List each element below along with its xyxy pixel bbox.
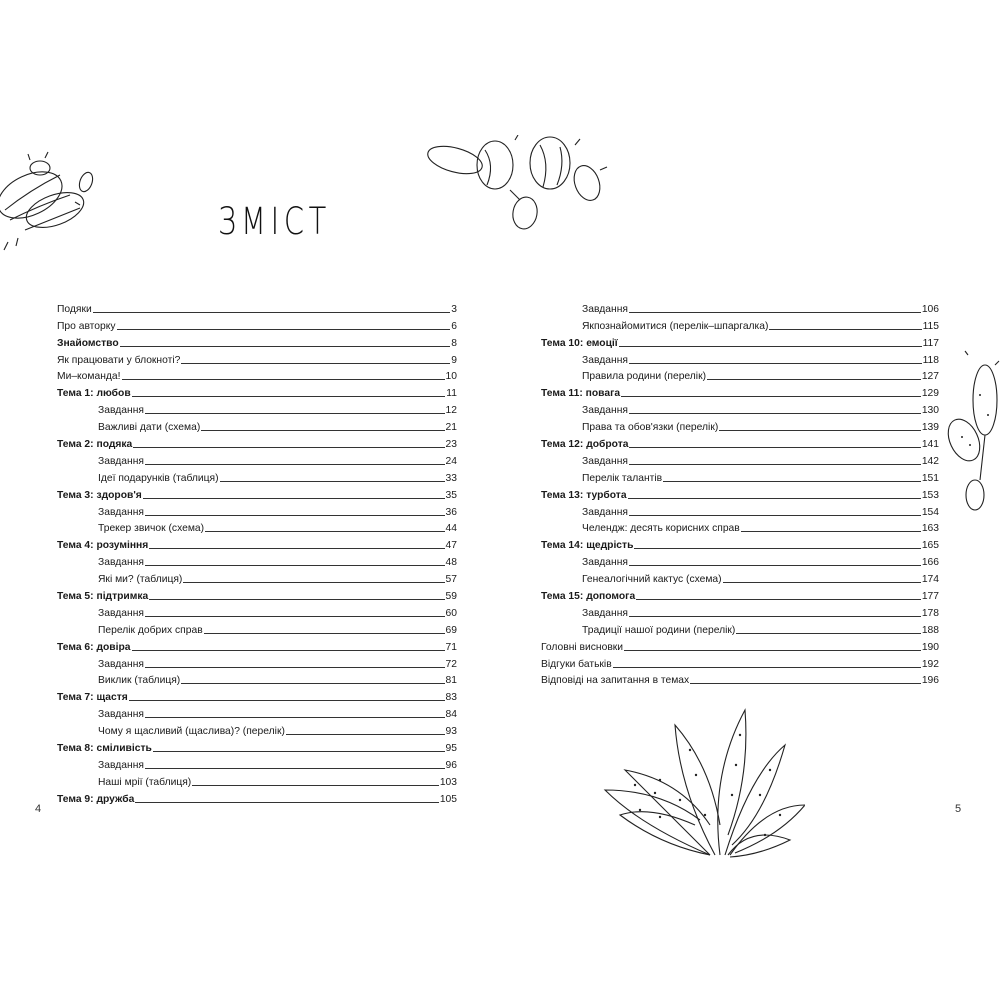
toc-entry — [57, 721, 457, 738]
succulent-icon — [600, 705, 805, 860]
toc-entry — [57, 620, 457, 637]
toc-entry-page: 154 — [921, 506, 939, 518]
toc-entry — [57, 738, 457, 755]
toc-leader-line — [629, 412, 921, 414]
toc-entry-page: 95 — [445, 743, 457, 755]
toc-leader-line — [690, 682, 921, 684]
toc-entry-label: Завдання — [582, 506, 628, 518]
toc-entry-page: 33 — [445, 472, 457, 484]
toc-entry-page: 142 — [921, 455, 939, 467]
toc-leader-line — [634, 547, 920, 549]
toc-entry-page: 163 — [921, 523, 939, 535]
toc-entry-page: 35 — [445, 489, 457, 501]
toc-entry — [57, 502, 457, 519]
toc-leader-line — [769, 328, 921, 330]
toc-leader-line — [629, 311, 921, 313]
toc-leader-line — [132, 395, 446, 397]
toc-leader-line — [93, 311, 451, 313]
toc-entry — [541, 620, 939, 637]
toc-entry — [57, 535, 457, 552]
toc-entry-label: Знайомство — [57, 337, 119, 349]
toc-entry-label: Тема 2: подяка — [57, 439, 133, 451]
toc-entry-page: 165 — [921, 540, 939, 552]
toc-entry-label: Тема 15: допомога — [541, 591, 636, 603]
toc-entry-label: Завдання — [582, 607, 628, 619]
toc-entry-label: Ми–команда! — [57, 371, 121, 383]
toc-entry — [541, 333, 939, 350]
toc-entry-page: 57 — [445, 574, 457, 586]
toc-entry-label: Відповіді на запитання в темах — [541, 675, 690, 687]
toc-entry-page: 36 — [445, 506, 457, 518]
toc-entry — [57, 519, 457, 536]
toc-leader-line — [736, 632, 921, 634]
toc-entry — [57, 586, 457, 603]
toc-entry-label: Виклик (таблиця) — [98, 675, 181, 687]
toc-leader-line — [129, 699, 445, 701]
toc-entry — [57, 485, 457, 502]
toc-leader-line — [220, 480, 445, 482]
toc-entry — [57, 299, 457, 316]
toc-entry-page: 44 — [445, 523, 457, 535]
toc-entry — [541, 367, 939, 384]
toc-entry-label: Тема 5: підтримка — [57, 591, 149, 603]
toc-entry-page: 24 — [445, 455, 457, 467]
toc-entry-label: Тема 1: любов — [57, 388, 131, 400]
toc-entry — [541, 316, 939, 333]
toc-entry-label: Генеалогічний кактус (схема) — [582, 574, 722, 586]
toc-leader-line — [149, 598, 444, 600]
toc-entry-page: 69 — [445, 624, 457, 636]
toc-entry-label: Тема 9: дружба — [57, 793, 135, 805]
toc-leader-line — [145, 564, 445, 566]
toc-entry-label: Тема 7: щастя — [57, 692, 128, 704]
toc-entry — [541, 552, 939, 569]
toc-entry — [57, 671, 457, 688]
page-number-left: 4 — [35, 803, 42, 815]
toc-entry — [57, 637, 457, 654]
toc-leader-line — [133, 446, 444, 448]
toc-entry — [57, 451, 457, 468]
toc-leader-line — [204, 632, 445, 634]
toc-entry-page: 9 — [451, 354, 457, 366]
toc-entry-label: Тема 14: щедрість — [541, 540, 634, 552]
toc-right-column — [541, 299, 939, 687]
toc-entry-label: Тема 4: розуміння — [57, 540, 149, 552]
toc-entry-label: Важливі дати (схема) — [98, 422, 201, 434]
toc-entry-label: Тема 10: емоції — [541, 337, 618, 349]
toc-leader-line — [624, 649, 921, 651]
toc-entry — [57, 468, 457, 485]
toc-leader-line — [149, 547, 444, 549]
toc-leader-line — [132, 649, 445, 651]
toc-leader-line — [143, 497, 445, 499]
toc-entry — [541, 468, 939, 485]
toc-leader-line — [663, 480, 921, 482]
toc-entry-page: 47 — [445, 540, 457, 552]
toc-entry-label: Правила родини (перелік) — [582, 371, 707, 383]
toc-entry — [541, 637, 939, 654]
toc-entry-label: Тема 6: довіра — [57, 641, 131, 653]
toc-leader-line — [629, 362, 922, 364]
toc-entry-page: 72 — [445, 658, 457, 670]
toc-entry-page: 139 — [921, 422, 939, 434]
toc-entry-label: Подяки — [57, 303, 92, 315]
toc-entry-page: 84 — [445, 709, 457, 721]
toc-leader-line — [205, 530, 444, 532]
toc-entry-label: Перелік талантів — [582, 472, 663, 484]
toc-entry — [541, 485, 939, 502]
toc-leader-line — [629, 446, 920, 448]
toc-left-column — [57, 299, 457, 806]
toc-entry-page: 3 — [451, 303, 457, 315]
toc-entry-page: 6 — [451, 320, 457, 332]
toc-leader-line — [117, 328, 451, 330]
toc-leader-line — [723, 581, 921, 583]
toc-entry — [57, 383, 457, 400]
toc-entry-label: Завдання — [98, 455, 144, 467]
toc-entry-page: 48 — [445, 557, 457, 569]
toc-entry-label: Завдання — [98, 405, 144, 417]
toc-leader-line — [135, 801, 438, 803]
toc-entry-label: Завдання — [98, 506, 144, 518]
toc-entry-page: 59 — [445, 591, 457, 603]
toc-entry-label: Завдання — [582, 303, 628, 315]
toc-leader-line — [629, 564, 921, 566]
toc-entry-page: 196 — [921, 675, 939, 687]
toc-entry-page: 177 — [921, 591, 939, 603]
toc-entry — [541, 586, 939, 603]
toc-entry-page: 71 — [445, 641, 457, 653]
toc-entry-page: 96 — [445, 759, 457, 771]
toc-entry — [541, 519, 939, 536]
toc-entry-page: 106 — [921, 303, 939, 315]
toc-entry — [57, 755, 457, 772]
page-title: ЗМІСТ — [218, 200, 331, 243]
toc-entry — [541, 603, 939, 620]
toc-entry-page: 178 — [921, 607, 939, 619]
toc-leader-line — [183, 581, 444, 583]
toc-entry — [541, 383, 939, 400]
toc-entry-page: 118 — [922, 354, 939, 366]
toc-leader-line — [153, 750, 445, 752]
toc-leader-line — [192, 784, 439, 786]
toc-leader-line — [621, 395, 921, 397]
toc-entry-page: 190 — [921, 641, 939, 653]
toc-entry-page: 117 — [922, 337, 939, 349]
toc-entry-label: Права та обов'язки (перелік) — [582, 422, 719, 434]
toc-leader-line — [741, 530, 921, 532]
toc-entry-label: Завдання — [98, 709, 144, 721]
toc-leader-line — [145, 412, 445, 414]
toc-leader-line — [145, 514, 445, 516]
toc-entry-page: 174 — [921, 574, 939, 586]
toc-entry-page: 151 — [921, 472, 939, 484]
toc-entry-label: Тема 12: доброта — [541, 439, 629, 451]
toc-entry — [57, 603, 457, 620]
toc-entry — [541, 569, 939, 586]
toc-leader-line — [145, 716, 445, 718]
toc-entry — [57, 316, 457, 333]
toc-entry-page: 129 — [921, 388, 939, 400]
toc-entry — [541, 350, 939, 367]
toc-entry-page: 188 — [921, 624, 939, 636]
toc-entry-label: Ідеї подарунків (таблиця) — [98, 472, 219, 484]
toc-entry-label: Завдання — [582, 405, 628, 417]
toc-entry-label: Завдання — [98, 658, 144, 670]
toc-leader-line — [629, 615, 921, 617]
toc-entry-label: Завдання — [98, 557, 144, 569]
toc-entry-label: Завдання — [98, 759, 144, 771]
toc-leader-line — [619, 345, 922, 347]
toc-entry-label: Наші мрії (таблиця) — [98, 776, 192, 788]
toc-entry-label: Тема 11: повага — [541, 388, 621, 400]
toc-entry-label: Завдання — [98, 607, 144, 619]
cactus-right-icon — [940, 345, 1000, 525]
toc-entry — [57, 687, 457, 704]
toc-entry-label: Які ми? (таблиця) — [98, 574, 183, 586]
toc-entry-label: Тема 13: турбота — [541, 489, 627, 501]
toc-entry-label: Тема 8: сміливість — [57, 743, 152, 755]
toc-entry-page: 12 — [445, 405, 457, 417]
toc-leader-line — [120, 345, 451, 347]
toc-entry-label: Тема 3: здоров'я — [57, 489, 142, 501]
toc-entry-page: 81 — [445, 675, 457, 687]
toc-leader-line — [629, 463, 921, 465]
toc-entry-page: 60 — [445, 607, 457, 619]
toc-entry-page: 11 — [446, 388, 457, 400]
toc-leader-line — [145, 463, 445, 465]
toc-entry — [57, 552, 457, 569]
toc-entry — [57, 569, 457, 586]
toc-entry — [541, 417, 939, 434]
toc-entry-label: Головні висновки — [541, 641, 624, 653]
toc-entry — [541, 535, 939, 552]
toc-entry — [541, 654, 939, 671]
toc-entry — [57, 400, 457, 417]
toc-entry-page: 192 — [921, 658, 939, 670]
toc-entry — [541, 451, 939, 468]
toc-entry-label: Трекер звичок (схема) — [98, 523, 205, 535]
toc-leader-line — [145, 615, 445, 617]
toc-leader-line — [286, 733, 445, 735]
toc-entry-label: Чому я щасливий (щаслива)? (перелік) — [98, 726, 285, 738]
toc-entry-page: 93 — [445, 726, 457, 738]
toc-entry-page: 21 — [445, 422, 457, 434]
toc-entry-label: Завдання — [582, 354, 628, 366]
toc-entry-label: Завдання — [582, 557, 628, 569]
toc-entry — [57, 367, 457, 384]
toc-entry-page: 10 — [445, 371, 457, 383]
toc-entry-label: Традиції нашої родини (перелік) — [582, 624, 736, 636]
toc-leader-line — [636, 598, 921, 600]
toc-entry-page: 105 — [439, 793, 457, 805]
toc-entry — [57, 417, 457, 434]
toc-entry-label: Про авторку — [57, 320, 116, 332]
toc-leader-line — [628, 497, 921, 499]
cactus-top-icon — [415, 135, 615, 235]
toc-leader-line — [719, 429, 921, 431]
toc-entry-page: 83 — [445, 692, 457, 704]
toc-entry-label: Перелік добрих справ — [98, 624, 203, 636]
toc-leader-line — [707, 378, 921, 380]
toc-entry-page: 141 — [921, 439, 939, 451]
toc-entry — [57, 350, 457, 367]
toc-entry — [541, 434, 939, 451]
toc-entry-page: 115 — [922, 320, 939, 332]
toc-leader-line — [181, 362, 450, 364]
toc-leader-line — [145, 767, 445, 769]
toc-entry-page: 153 — [921, 489, 939, 501]
toc-entry — [541, 400, 939, 417]
toc-entry — [541, 299, 939, 316]
toc-entry — [57, 789, 457, 806]
toc-entry-page: 130 — [921, 405, 939, 417]
toc-entry-page: 23 — [445, 439, 457, 451]
toc-entry — [57, 704, 457, 721]
toc-entry — [541, 502, 939, 519]
toc-leader-line — [181, 682, 444, 684]
toc-entry-page: 8 — [451, 337, 457, 349]
toc-leader-line — [201, 429, 444, 431]
toc-entry-label: Якпознайомитися (перелік–шпаргалка) — [582, 320, 769, 332]
toc-leader-line — [122, 378, 445, 380]
page-number-right: 5 — [955, 803, 962, 815]
toc-entry — [541, 671, 939, 688]
toc-entry-page: 166 — [921, 557, 939, 569]
toc-entry-label: Завдання — [582, 455, 628, 467]
toc-entry-label: Як працювати у блокноті? — [57, 354, 181, 366]
toc-leader-line — [145, 666, 445, 668]
toc-entry-label: Челендж: десять корисних справ — [582, 523, 740, 535]
toc-entry — [57, 772, 457, 789]
toc-entry — [57, 654, 457, 671]
toc-entry-page: 103 — [439, 776, 457, 788]
toc-entry — [57, 333, 457, 350]
toc-leader-line — [613, 666, 921, 668]
toc-entry — [57, 434, 457, 451]
cactus-left-icon — [0, 150, 100, 260]
toc-entry-label: Відгуки батьків — [541, 658, 612, 670]
toc-leader-line — [629, 514, 921, 516]
toc-entry-page: 127 — [921, 371, 939, 383]
